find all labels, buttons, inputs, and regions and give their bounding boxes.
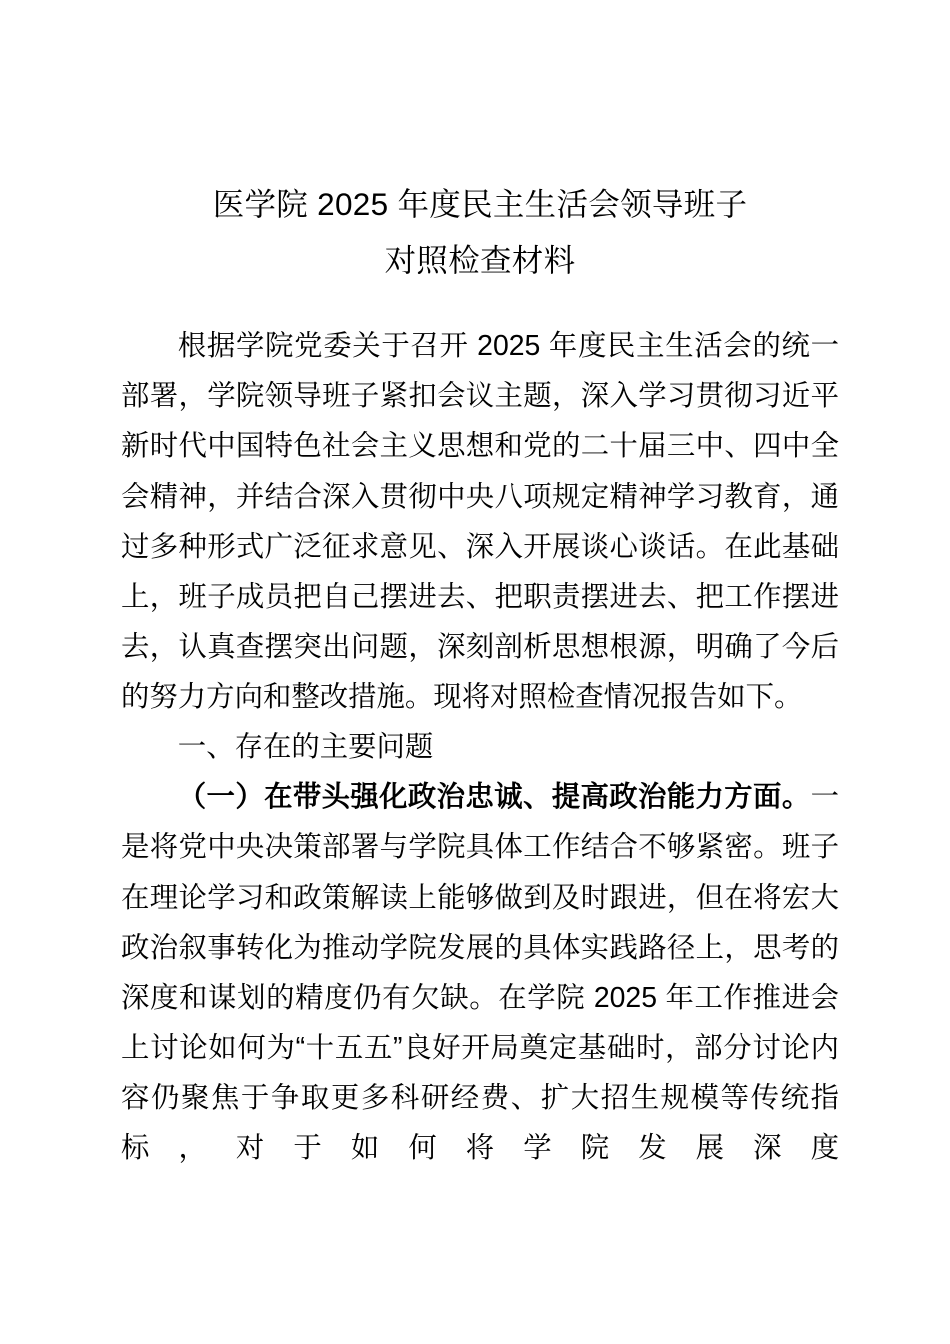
subsection-one-paragraph [121, 772, 839, 1173]
document-title-line-2: 对照检查材料 [384, 242, 576, 279]
document-title-line-1: 医学院 2025 年度民主生活会领导班子 [212, 186, 748, 222]
subsection-one-heading-label: （一）在带头强化政治忠诚、提高政治能力方面。 [177, 781, 811, 814]
page-content-area [121, 0, 839, 1173]
paragraph-intro: 根据学院党委关于召开 2025 年度民主生活会的统一部署，学院领导班子紧扣会议主题，深入学习贯彻习近平新时代中国特色社会主义思想和党的二十届三中、四中全会精神，并结合深入贯彻中央八项规定精神学习教育，通过多种形式广泛征求意见、深入开展谈心谈话。在此基础上，班子成员把自己摆进去、把职责摆进去、把工作摆进去，认真查摆突出问题，深刻剖析思想根源，明确了今后的努力方向和整改措施。现将对照检查情况报告如下。 [121, 330, 839, 713]
section-heading-one: 一、存在的主要问题 [177, 731, 434, 764]
subsection-one-body-text: 一是将党中央决策部署与学院具体工作结合不够紧密。班子在理论学习和政策解读上能够做到及时跟进，但在将宏大政治叙事转化为推动学院发展的具体实践路径上，思考的深度和谋划的精度仍有欠缺。在学院 2025 年工作推进会上讨论如何为“十五五”良好开局奠定基础时，部分讨论内容仍聚焦于争取更多科研经费、扩大招生规模等传统指标，对于如何将学院发展深度 [121, 781, 839, 1165]
document-title [121, 0, 839, 288]
